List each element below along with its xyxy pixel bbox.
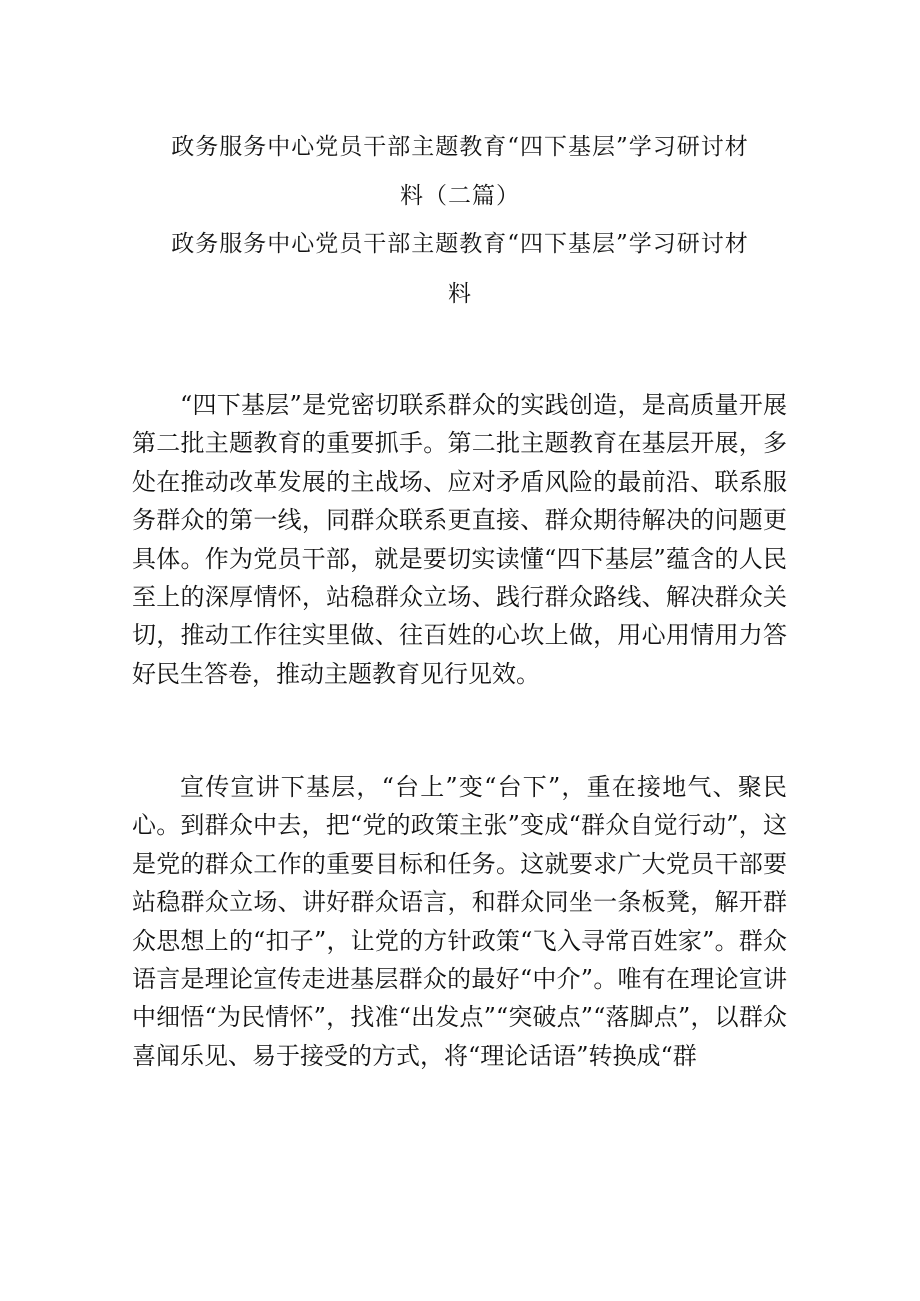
document-title-line-3: 政务服务中心党员干部主题教育“四下基层”学习研讨材 [171,231,749,257]
document-title-line-2: 料（二篇） [400,183,520,209]
document-title-line-4: 料 [448,281,472,307]
body-paragraph-1: “四下基层”是党密切联系群众的实践创造，是高质量开展第二批主题教育的重要抓手。第二批主题教育在基层开展，多处在推动改革发展的主战场、应对矛盾风险的最前沿、联系服务群众的第一线，同群众联系更直接、群众期待解决的问题更具体。作为党员干部，就是要切实读懂“四下基层”蕴含的人民至上的深厚情怀，站稳群众立场、践行群众路线、解决群众关切，推动工作往实里做、往百姓的心坎上做，用心用情用力答好民生答卷，推动主题教育见行见效。 [132,391,787,688]
document-title-line-1: 政务服务中心党员干部主题教育“四下基层”学习研讨材 [171,134,749,160]
body-paragraph-2: 宣传宣讲下基层，“台上”变“台下”，重在接地气、聚民心。到群众中去，把“党的政策主张”变成“群众自觉行动”，这是党的群众工作的重要目标和任务。这就要求广大党员干部要站稳群众立场、讲好群众语言，和群众同坐一条板凳，解开群众思想上的“扣子”，让党的方针政策“飞入寻常百姓家”。群众语言是理论宣传走进基层群众的最好“中介”。唯有在理论宣讲中细悟“为民情怀”，找准“出发点”“突破点”“落脚点”，以群众喜闻乐见、易于接受的方式，将“理论话语”转换成“群 [132,773,787,1070]
